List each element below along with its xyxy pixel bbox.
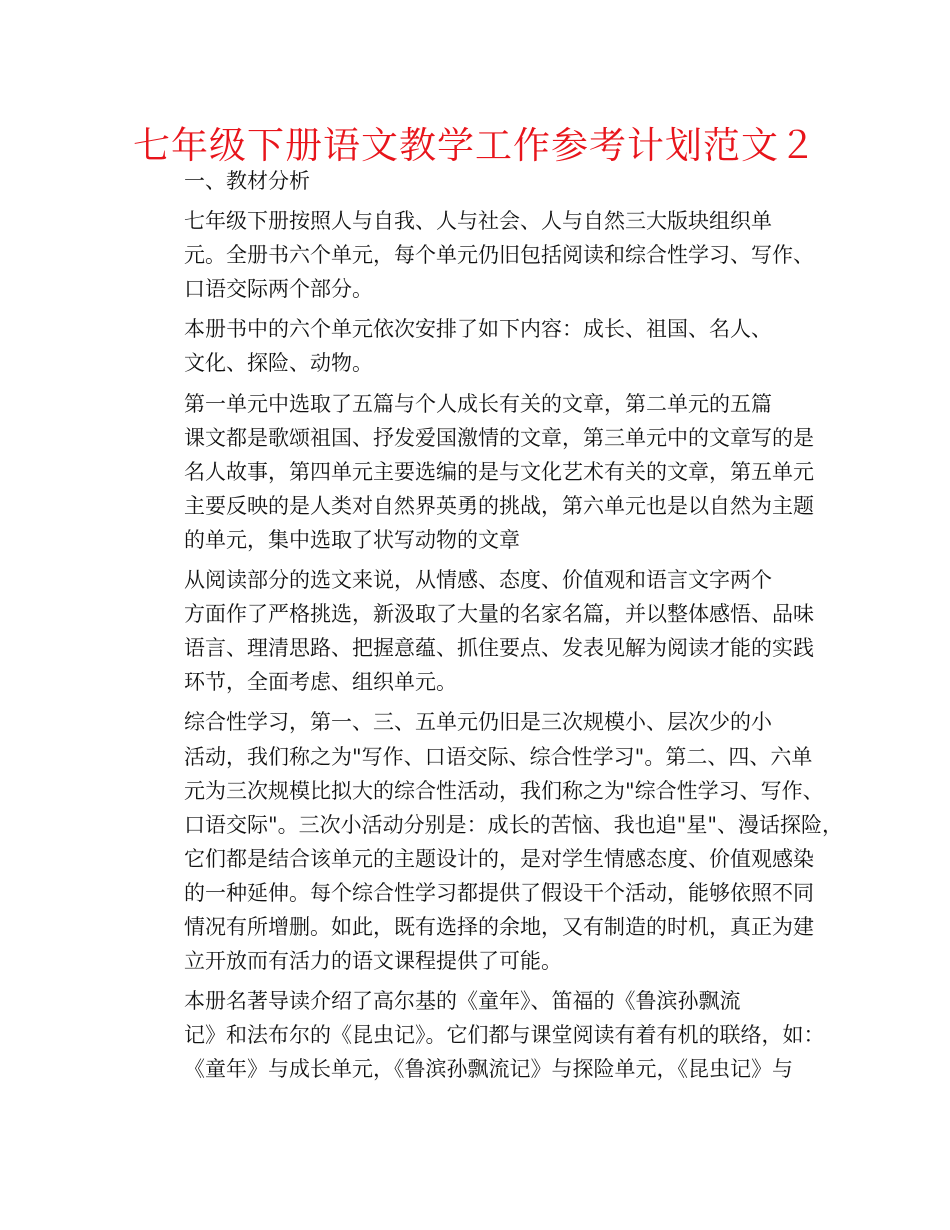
paragraph-4 [142,563,822,699]
paragraph-2 [142,312,822,380]
paragraph-line: 环节，全面考虑、组织单元。 [184,670,457,695]
paragraph-line: 语言、理清思路、把握意蕴、抓住要点、发表见解为阅读才能的实践 [184,636,814,661]
paragraph-line: 的单元，集中选取了状写动物的文章 [184,527,520,552]
section-heading: 一、教材分析 [184,169,310,193]
document-body [142,164,843,1092]
paragraph-line: 元。全册书六个单元，每个单元仍旧包括阅读和综合性学习、写作、 [184,243,814,268]
paragraph-line: 《童年》与成长单元，《鲁滨孙飘流记》与探险单元，《昆虫记》与 [184,1057,793,1082]
paragraph-line: 课文都是歌颂祖国、抒发爱国激情的文章，第三单元中的文章写的是 [184,425,814,450]
paragraph-1 [142,204,822,306]
paragraph-line: 七年级下册按照人与自我、人与社会、人与自然三大版块组织单 [184,209,772,234]
paragraph-line: 的一种延伸。每个综合性学习都提供了假设干个活动，能够依照不同 [184,880,814,905]
paragraph-line: 从阅读部分的选文来说，从情感、态度、价值观和语言文字两个 [184,568,772,593]
paragraph-line: 主要反映的是人类对自然界英勇的挑战，第六单元也是以自然为主题 [184,493,814,518]
paragraph-line: 口语交际两个部分。 [184,277,373,302]
paragraph-line: 文化、探险、动物。 [184,351,373,376]
paragraph-3 [142,387,822,557]
paragraph-line: 综合性学习，第一、三、五单元仍旧是三次规模小、层次少的小 [184,710,772,735]
paragraph-line: 记》和法布尔的《昆虫记》。它们都与课堂阅读有着有机的联络，如： [184,1023,825,1048]
paragraph-line: 情况有所增删。如此，既有选择的余地，又有制造的时机，真正为建 [184,914,814,939]
paragraph-6 [142,984,825,1086]
paragraph-line: 口语交际"。三次小活动分别是：成长的苦恼、我也追"星"、漫话探险， [184,812,843,837]
paragraph-line: 本册名著导读介绍了高尔基的《童年》、笛福的《鲁滨孙飘流 [184,989,741,1014]
paragraph-line: 立开放而有活力的语文课程提供了可能。 [184,949,562,974]
paragraph-line: 方面作了严格挑选，新汲取了大量的名家名篇，并以整体感悟、品味 [184,602,814,627]
paragraph-line: 第一单元中选取了五篇与个人成长有关的文章，第二单元的五篇 [184,391,772,416]
paragraph-line: 它们都是结合该单元的主题设计的，是对学生情感态度、价值观感染 [184,846,814,871]
paragraph-line: 活动，我们称之为"写作、口语交际、综合性学习"。第二、四、六单 [184,744,813,769]
paragraph-5 [142,705,843,978]
paragraph-line: 元为三次规模比拟大的综合性活动，我们称之为"综合性学习、写作、 [184,778,824,803]
paragraph-line: 名人故事，第四单元主要选编的是与文化艺术有关的文章，第五单元 [184,459,814,484]
document-title: 七年级下册语文教学工作参考计划范文２ [133,124,817,167]
paragraph-line: 本册书中的六个单元依次安排了如下内容：成长、祖国、名人、 [184,317,772,342]
